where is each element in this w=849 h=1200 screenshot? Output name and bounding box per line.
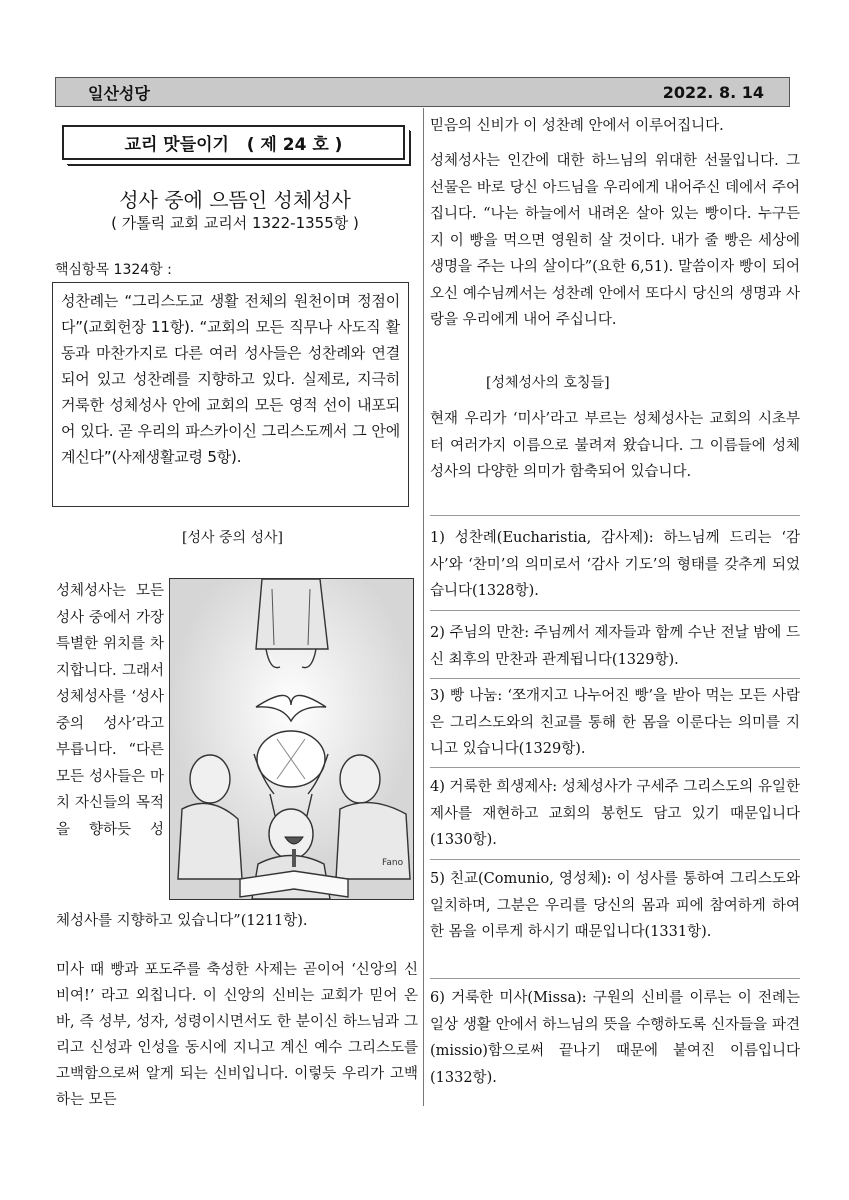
wrapped-paragraph-end: 체성사를 지향하고 있습니다”(1211항). [56, 913, 308, 929]
name-item-2: 2) 주님의 만찬: 주님께서 제자들과 함께 수난 전날 밤에 드신 최후의 만찬과 관계됩니다(1329항). [430, 625, 800, 668]
left-paragraph-mystery: 미사 때 빵과 포도주를 축성한 사제는 곧이어 ‘신앙의 신비여!’ 라고 외칩니다. 이 신앙의 신비는 교회가 믿어 온 바, 즉 성부, 성자, 성령이시면서도 한 분이신 하느님과 그리고 신성과 인성을 동시에 지니고 계신 예수 그리스도를 고백함으로써 알게 되는 신비입니다. 이렇듯 우리가 고백하는 모든 [56, 962, 418, 1108]
column-divider [423, 108, 424, 1106]
core-quote-box [52, 282, 409, 507]
divider [430, 515, 800, 516]
divider [430, 978, 800, 979]
series-title-box [62, 125, 405, 160]
divider [430, 859, 800, 860]
wrapped-paragraph: 성체성사는 모든 성사 중에서 가장 특별한 위치를 차지합니다. 그래서 성체성사를 ‘성사 중의 성사’라고 부릅니다. “다른 모든 성사들은 마치 자신들의 목적을 향하듯 성 [56, 583, 164, 838]
name-item-3: 3) 빵 나눔: ‘쪼개지고 나누어진 빵’을 받아 먹는 모든 사람은 그리스도와의 친교를 통해 한 몸을 이룬다는 의미를 지니고 있습니다(1329항). [430, 688, 800, 757]
divider [430, 767, 800, 768]
right-paragraph-1: 믿음의 신비가 이 성찬례 안에서 이루어집니다. [430, 118, 724, 134]
right-paragraph-gift: 성체성사는 인간에 대한 하느님의 위대한 선물입니다. 그 선물은 바로 당신 아드님을 우리에게 내어주신 데에서 주어집니다. “나는 하늘에서 내려온 살아 있는 빵이다. 누구든지 이 빵을 먹으면 영원히 살 것이다. 내가 줄 빵은 세상에 생명을 주는 나의 살이다”(요한 6,51). 말씀이자 빵이 되어 오신 예수님께서는 성찬례 안에서 또다시 당신의 생명과 사랑을 우리에게 내어 주십니다. [430, 153, 800, 328]
right-paragraph-names-intro: 현재 우리가 ‘미사’라고 부르는 성체성사는 교회의 시초부터 여러가지 이름으로 불려져 왔습니다. 그 이름들에 성체성사의 다양한 의미가 함축되어 있습니다. [430, 411, 800, 480]
core-item-label: 핵심항목 1324항 : [55, 262, 172, 278]
name-item-5: 5) 친교(Comunio, 영성체): 이 성사를 통하여 그리스도와 일치하며, 그분은 우리를 당신의 몸과 피에 참여하게 하여 한 몸을 이루게 하시기 때문입니다(1331항). [430, 871, 800, 940]
name-item-6: 6) 거룩한 미사(Missa): 구원의 신비를 이루는 이 전례는 일상 생활 안에서 하느님의 뜻을 수행하도록 신자들을 파견(missio)함으로써 끝나기 때문에 붙여진 이름입니다(1332항). [430, 990, 800, 1086]
divider [430, 678, 800, 679]
core-quote-text: 성찬례는 “그리스도교 생활 전체의 원천이며 정점이다”(교회헌장 11항). “교회의 모든 직무나 사도직 활동과 마찬가지로 다른 여러 성사들은 성찬례와 연결되어 있고 성찬례를 지향하고 있다. 실제로, 지극히 거룩한 성체성사 안에 교회의 모든 영적 선이 내포되어 있다. 곧 우리의 파스카이신 그리스도께서 그 안에 계신다”(사제생활교령 5항). [61, 292, 400, 466]
eucharist-illustration [169, 578, 414, 900]
issue-date: 2022. 8. 14 [662, 82, 764, 102]
name-item-1: 1) 성찬례(Eucharistia, 감사제): 하느님께 드리는 ‘감사’와 ‘찬미’의 의미로서 ‘감사 기도’의 형태를 갖추게 되었습니다(1328항). [430, 530, 800, 599]
illustration-signature: Fano [382, 858, 404, 868]
section-heading-names: [성체성사의 호칭들] [486, 375, 610, 391]
header-bar [55, 77, 790, 107]
article-subtitle: ( 가톨릭 교회 교리서 1322-1355항 ) [111, 214, 359, 232]
divider [430, 610, 800, 611]
name-item-4: 4) 거룩한 희생제사: 성체성사가 구세주 그리스도의 유일한 제사를 재현하고 교회의 봉헌도 담고 있기 때문입니다(1330항). [430, 779, 800, 848]
section-heading-sacrament: [성사 중의 성사] [182, 530, 283, 546]
article-title: 성사 중에 으뜸인 성체성사 [119, 188, 351, 212]
series-label: 교리 맛들이기 ( 제 24 호 ) [124, 135, 343, 155]
parish-name: 일산성당 [88, 83, 150, 103]
